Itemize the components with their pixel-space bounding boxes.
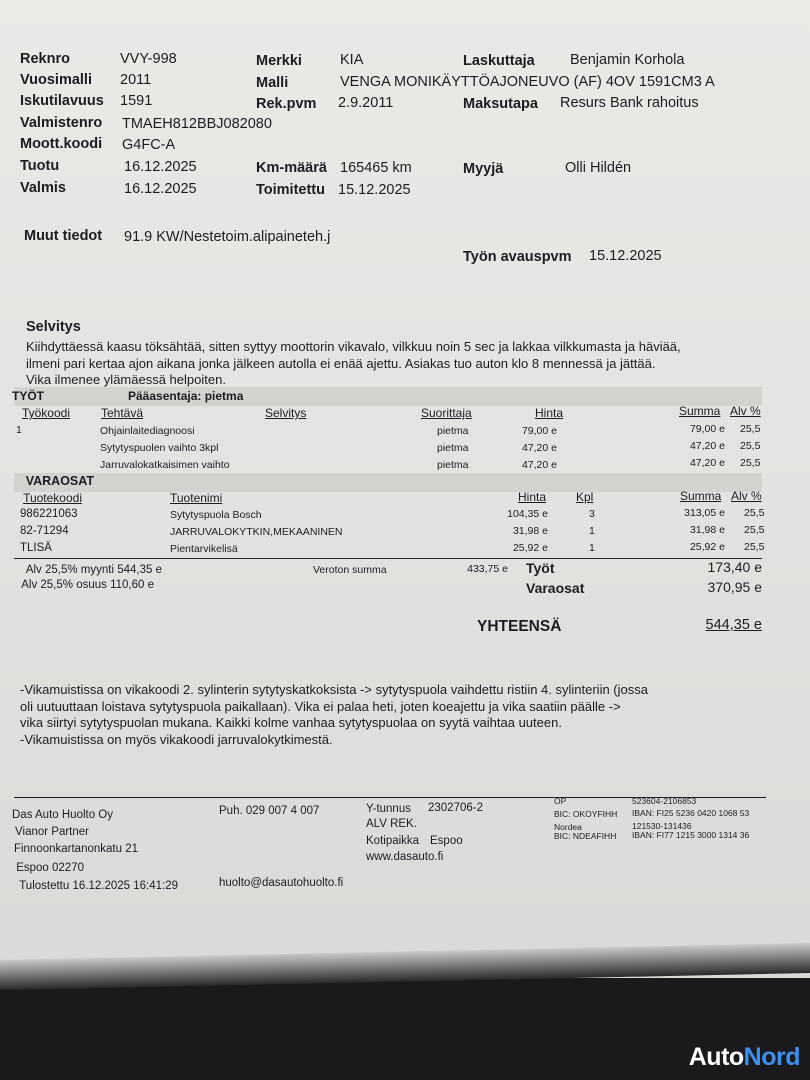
maksutapa-label: Maksutapa (463, 96, 538, 112)
kmmaara-label: Km-määrä (256, 160, 327, 176)
tyot-row-vat: 25,5 (740, 440, 761, 452)
kotipaikka-label: Kotipaikka (366, 835, 420, 847)
varaosat-header-vat: Alv % (731, 489, 762, 503)
malli-label: Malli (256, 75, 289, 91)
tyot-header-by: Suorittaja (421, 406, 472, 420)
varaosat-band (14, 473, 762, 492)
tyot-row-task: Sytytyspuolen vaihto 3kpl (100, 442, 219, 454)
bank-account-nordea: 121530-131436 (632, 821, 692, 831)
bank-iban-op: IBAN: FI25 5236 0420 1068 53 (632, 808, 750, 818)
tyot-row-task: Jarruvalokatkaisimen vaihto (100, 459, 230, 471)
bank-account-op: 523604-2106853 (632, 796, 697, 806)
varaosat-row-price: 104,35 e (507, 508, 548, 520)
varaosat-row-qty: 3 (589, 508, 595, 520)
tyot-row-by: pietma (437, 459, 469, 471)
tyot-row-vat: 25,5 (740, 423, 761, 435)
varaosat-row-name: Pientarvikelisä (170, 543, 238, 555)
alv-osuus: Alv 25,5% osuus 110,60 e (21, 579, 154, 591)
tyot-row-price: 47,20 e (521, 459, 557, 471)
alv-myynti: Alv 25,5% myynti 544,35 e (25, 564, 162, 576)
valmistenro-value: TMAEH812BBJ082080 (122, 116, 272, 132)
varaosat-total-value: 370,95 e (707, 579, 762, 595)
tyot-row-sum: 47,20 e (689, 457, 725, 469)
totals-divider (14, 558, 762, 559)
tyot-header-vat: Alv % (730, 404, 761, 418)
tyot-header-code: Työkoodi (21, 406, 70, 420)
malli-value: VENGA MONIKÄYTTÖAJONEUVO (AF) 4OV 1591CM3 A (340, 74, 715, 90)
vuosimalli-value: 2011 (120, 72, 152, 88)
tyot-row-by: pietma (437, 442, 469, 454)
ytunnus-value: 2302706-2 (428, 802, 483, 814)
company-website: www.dasauto.fi (366, 851, 444, 863)
tyot-row-price: 47,20 e (521, 442, 557, 454)
rekpvm-value: 2.9.2011 (338, 95, 394, 111)
varaosat-header-code: Tuotekoodi (23, 491, 82, 505)
varaosat-row-vat: 25,5 (744, 541, 765, 553)
tyot-row-sum: 47,20 e (689, 440, 725, 452)
valmis-value: 16.12.2025 (124, 181, 197, 197)
alv-rek: ALV REK. (366, 818, 417, 830)
varaosat-row-name: Sytytyspuola Bosch (170, 509, 262, 521)
printed-timestamp: Tulostettu 16.12.2025 16:41:29 (19, 880, 178, 892)
kotipaikka-value: Espoo (430, 835, 463, 847)
tyot-header-sum: Summa (679, 404, 721, 418)
tyot-header-selvitys: Selvitys (265, 406, 307, 420)
company-postal: 02270 Espoo (16, 862, 84, 874)
tyot-row-code: 1 (16, 424, 22, 436)
tyot-row-task: Ohjainlaitediagnoosi (100, 425, 195, 437)
bank-nordea: Nordea (554, 822, 582, 832)
varaosat-row-code: 82-71294 (20, 525, 69, 537)
tyot-header-task: Tehtävä (101, 406, 144, 420)
muut-tiedot-value: 91.9 KW/Nestetoim.alipaineteh.j (124, 229, 331, 245)
varaosat-row-code: TLISÄ (20, 542, 52, 554)
valmistenro-label: Valmistenro (20, 115, 103, 131)
reknro-label: Reknro (20, 51, 70, 67)
merkki-value: KIA (340, 52, 364, 68)
tyot-mechanic: Pääasentaja: pietma (128, 389, 244, 403)
ytunnus-label: Y-tunnus (366, 803, 411, 815)
selvitys-text: Kiihdyttäessä kaasu töksähtää, sitten syttyy moottorin vikavalo, vilkkuu noin 5 sec ja lakkaa vilkkumasta ja häviää, ilmeni pari kertaa ajon aikana jonka jälkeen autolla ei enää ajettu. Asiakas tuo auton klo 8 mennessä ja jättää. Vika ilmenee ylämäessä helpoiten. (26, 339, 681, 387)
moottkoodi-label: Moott.koodi (20, 136, 103, 152)
varaosat-header-sum: Summa (680, 489, 722, 503)
work-notes: -Vikamuistissa on vikakoodi 2. sylinterin sytytyskatkoksista -> sytytyspuola vaihdettu ristiin 4. sylinteriin (jossa oli uutuuttaan loistava sytytyspuola paikallaan). Vika ei palaa heti, joten koeajettu ja vika saatiin päälle -> vika siirtyi sytytyspuolan mukana. Kaikki kolme vanhaa sytytyspuolaa on syytä vaihtaa uuteen. -Vikamuistissa on myös vikakoodi jarruvalokytkimestä. (20, 682, 648, 747)
bank-bic-op: BIC: OKOYFIHH (554, 809, 618, 819)
varaosat-row-sum: 31,98 e (689, 524, 725, 536)
maksutapa-value: Resurs Bank rahoitus (560, 95, 699, 111)
logo-part-nord: Nord (743, 1043, 800, 1071)
varaosat-row-sum: 313,05 e (684, 507, 725, 519)
veroton-label: Veroton summa (313, 564, 387, 576)
iskutilavuus-value: 1591 (120, 93, 153, 109)
tyot-header-price: Hinta (535, 406, 564, 420)
company-street: Finnoonkartanonkatu 21 (13, 843, 138, 855)
varaosat-row-price: 31,98 e (512, 525, 548, 537)
varaosat-row-qty: 1 (589, 542, 595, 554)
selvitys-title: Selvitys (26, 319, 81, 335)
toimitettu-label: Toimitettu (256, 182, 325, 198)
varaosat-header-name: Tuotenimi (170, 491, 223, 505)
varaosat-row-qty: 1 (589, 525, 595, 537)
varaosat-row-price: 25,92 e (512, 542, 548, 554)
tyot-row-by: pietma (437, 425, 469, 437)
varaosat-row-sum: 25,92 e (689, 541, 725, 553)
bank-op: OP (554, 796, 567, 806)
varaosat-total-label: Varaosat (526, 580, 585, 596)
tyot-row-price: 79,00 e (521, 425, 557, 437)
tyot-row-sum: 79,00 e (689, 423, 725, 435)
laskuttaja-value: Benjamin Korhola (570, 52, 685, 68)
veroton-value: 433,75 e (467, 563, 508, 575)
varaosat-row-code: 986221063 (20, 508, 78, 520)
tyot-total-value: 173,40 e (707, 559, 762, 575)
logo-part-auto: Auto (688, 1043, 744, 1071)
tyot-total-label: Työt (526, 560, 555, 576)
vuosimalli-label: Vuosimalli (20, 72, 92, 88)
company-phone: Puh. 029 007 4 007 (219, 805, 320, 817)
muut-tiedot-label: Muut tiedot (24, 228, 103, 244)
varaosat-header-qty: Kpl (576, 490, 594, 504)
yhteensa-label: YHTEENSÄ (477, 618, 562, 635)
varaosat-title: VARAOSAT (25, 474, 94, 488)
company-partner: Vianor Partner (15, 826, 89, 838)
varaosat-row-vat: 25,5 (744, 507, 765, 519)
company-email: huolto@dasautohuolto.fi (219, 877, 344, 889)
company-name: Das Auto Huolto Oy (12, 809, 113, 821)
autonord-logo (689, 1043, 800, 1072)
varaosat-row-name: JARRUVALOKYTKIN,MEKAANINEN (170, 526, 343, 538)
yhteensa-value: 544,35 e (705, 617, 762, 633)
avaus-value: 15.12.2025 (589, 248, 662, 264)
rekpvm-label: Rek.pvm (256, 96, 317, 112)
tuotu-value: 16.12.2025 (124, 159, 197, 175)
tyot-band (14, 387, 762, 406)
tyot-title: TYÖT (12, 389, 44, 403)
reknro-value: VVY-998 (120, 51, 177, 67)
myyja-value: Olli Hildén (565, 160, 632, 176)
laskuttaja-label: Laskuttaja (463, 53, 535, 69)
varaosat-header-price: Hinta (518, 490, 547, 504)
bank-bic-nordea: BIC: NDEAFIHH (554, 831, 617, 841)
kmmaara-value: 165465 km (340, 160, 412, 176)
myyja-label: Myyjä (463, 161, 504, 177)
valmis-label: Valmis (20, 180, 66, 196)
toimitettu-value: 15.12.2025 (338, 182, 411, 198)
iskutilavuus-label: Iskutilavuus (20, 93, 104, 109)
tuotu-label: Tuotu (20, 158, 60, 174)
varaosat-row-vat: 25,5 (744, 524, 765, 536)
tyot-row-vat: 25,5 (740, 457, 761, 469)
bank-iban-nordea: IBAN: FI77 1215 3000 1314 36 (632, 830, 750, 840)
merkki-label: Merkki (256, 53, 302, 69)
avaus-label: Työn avauspvm (463, 249, 572, 265)
moottkoodi-value: G4FC-A (122, 137, 176, 153)
